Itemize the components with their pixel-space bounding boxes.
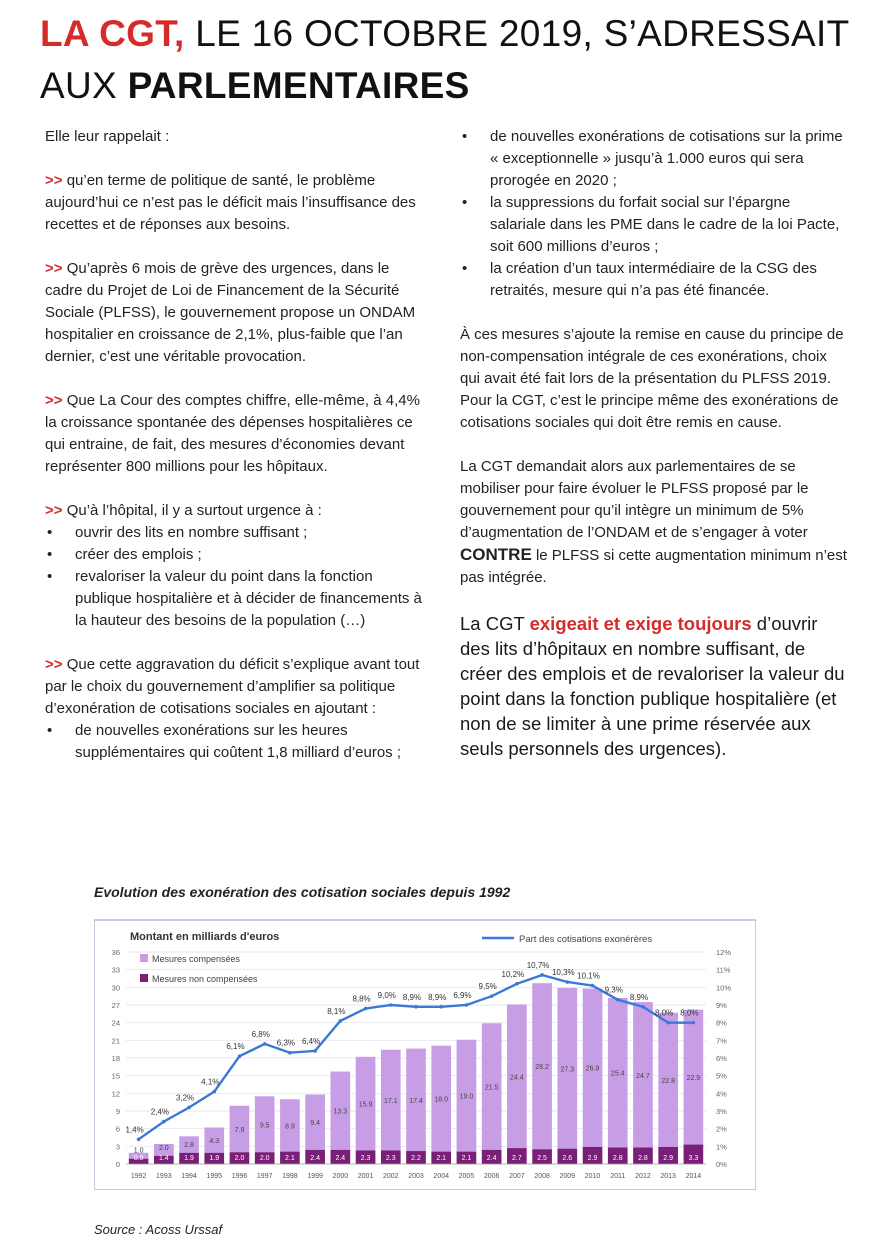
chart-title: Montant en milliards d'euros: [130, 931, 280, 943]
legend-label-compensees: Mesures compensées: [152, 954, 241, 964]
bar-label-non-compensees: 0.9: [133, 1155, 144, 1162]
bar-label-compensees: 18.0: [434, 1096, 449, 1104]
bar-label-compensees: 25.4: [610, 1070, 625, 1078]
left-tick-label: 18: [111, 1054, 120, 1063]
bar-label-non-compensees: 2.4: [486, 1155, 497, 1162]
line-data-label: 6,1%: [226, 1042, 245, 1052]
paragraph-deficit: >> qu’en terme de politique de santé, le problème aujourd’hui ce n’est pas le déficit mais l’insuffisance des recettes et de réponses aux besoins.: [45, 172, 416, 233]
bar-label-non-compensees: 1.9: [184, 1155, 194, 1162]
line-data-label: 9,3%: [604, 985, 623, 995]
line-point: [641, 1005, 645, 1009]
right-tick-label: 1%: [716, 1142, 727, 1152]
line-point: [515, 982, 519, 986]
line-point: [339, 1019, 343, 1023]
line-point: [389, 1003, 393, 1007]
arrow-marker: >>: [45, 656, 63, 673]
line-data-label: 2,4%: [150, 1107, 169, 1117]
left-tick-label: 3: [115, 1142, 120, 1152]
bar-label-compensees: 22.8: [661, 1077, 675, 1085]
bar-label-non-compensees: 2.1: [285, 1155, 295, 1162]
line-point: [591, 984, 595, 988]
bar-label-non-compensees: 2.8: [638, 1155, 648, 1162]
x-tick-label: 1999: [307, 1173, 323, 1180]
bar-label-compensees: 15.9: [358, 1101, 373, 1109]
highlight-paragraph: La CGT exigeait et exige toujours d’ouvrir des lits d’hôpitaux en nombre suffisant, de créer des emplois et de revaloriser la valeur du point dans la fonction publique hospitalière (et non de se limiter à une prime réservée aux seuls personnels des urgences).: [460, 613, 845, 759]
list-item: • la création d’un taux intermédiaire de la CSG des retraités, mesure qui n’a pas été financée.: [460, 258, 850, 302]
line-point: [465, 1003, 469, 1007]
chart-container: [94, 914, 756, 1190]
x-tick-label: 2003: [408, 1173, 424, 1180]
bar-label-non-compensees: 2.1: [436, 1155, 447, 1162]
page-title: [40, 8, 880, 112]
x-tick-label: 2009: [559, 1173, 576, 1180]
paragraph-urgence: >> Qu’à l’hôpital, il y a surtout urgence à :: [45, 502, 322, 519]
bar-label-non-compensees: 1.9: [209, 1155, 220, 1162]
x-tick-label: 1992: [130, 1173, 147, 1180]
line-data-label: 3,2%: [175, 1093, 195, 1103]
bar-label-non-compensees: 2.4: [310, 1155, 320, 1162]
list-item: • de nouvelles exonérations de cotisations sur la prime « exceptionnelle » jusqu’à 1.000 euros qui sera prorogée en 2020 ;: [460, 126, 850, 192]
line-point: [666, 1021, 670, 1025]
x-tick-label: 2006: [483, 1173, 500, 1180]
right-tick-label: 10%: [716, 983, 732, 993]
line-data-label: 8,9%: [428, 992, 447, 1002]
line-data-label: 10,1%: [577, 971, 600, 981]
bar-label-compensees: 28.2: [535, 1064, 549, 1072]
title-middle: LE 16 OCTOBRE 2019, S’ADRESSAIT AUX: [40, 13, 849, 106]
x-tick-label: 2002: [382, 1173, 399, 1180]
line-point: [137, 1137, 141, 1141]
line-point: [212, 1090, 216, 1094]
left-tick-label: 24: [111, 1018, 120, 1028]
bar-label-non-compensees: 2.0: [234, 1155, 245, 1162]
x-tick-label: 2011: [610, 1173, 626, 1180]
line-data-label: 4,1%: [201, 1077, 220, 1087]
line-data-label: 8,1%: [327, 1006, 346, 1016]
right-column: [460, 126, 850, 783]
line-data-label: 6,3%: [276, 1038, 296, 1048]
line-point: [313, 1049, 317, 1053]
line-data-label: 10,7%: [526, 960, 550, 970]
line-point: [439, 1005, 443, 1009]
left-tick-label: 36: [111, 948, 120, 957]
left-tick-label: 0: [115, 1160, 120, 1169]
bar-label-non-compensees: 1.4: [158, 1155, 169, 1162]
line-point: [540, 973, 544, 977]
bar-label-non-compensees: 2.9: [663, 1155, 674, 1162]
left-tick-label: 15: [111, 1071, 120, 1081]
bar-label-compensees: 2.8: [184, 1141, 194, 1149]
line-data-label: 10,3%: [551, 968, 575, 978]
left-tick-label: 12: [111, 1089, 120, 1099]
line-point: [162, 1120, 166, 1124]
bar-label-compensees: 2.0: [158, 1144, 169, 1152]
line-point: [490, 994, 494, 998]
line-data-label: 8,0%: [680, 1008, 699, 1018]
line-data-label: 1,4%: [125, 1125, 144, 1135]
bar-label-compensees: 21.5: [484, 1084, 499, 1092]
x-tick-label: 1993: [156, 1173, 172, 1180]
x-tick-label: 1994: [181, 1173, 197, 1180]
bar-label-compensees: 24.7: [636, 1072, 650, 1080]
bar-label-compensees: 13.3: [333, 1108, 348, 1116]
bar-label-non-compensees: 2.8: [612, 1155, 623, 1162]
x-tick-label: 2005: [458, 1173, 475, 1180]
line-data-label: 6,8%: [251, 1029, 270, 1039]
line-point: [616, 998, 620, 1002]
line-data-label: 6,4%: [302, 1036, 321, 1046]
bar-label-compensees: 1.0: [133, 1147, 144, 1155]
right-tick-label: 12%: [716, 948, 732, 957]
line-data-label: 8,0%: [655, 1008, 674, 1018]
bar-label-non-compensees: 2.6: [562, 1155, 573, 1162]
arrow-marker: >>: [45, 172, 63, 189]
exonerations-chart: [94, 914, 756, 1190]
right-tick-label: 9%: [716, 1001, 727, 1010]
right-tick-label: 3%: [716, 1107, 727, 1116]
bar-label-compensees: 22.9: [686, 1075, 701, 1083]
left-column: [45, 126, 430, 764]
line-data-label: 9,0%: [377, 991, 396, 1000]
x-tick-label: 2008: [534, 1173, 550, 1180]
list-item: • revaloriser la valeur du point dans la fonction publique hospitalière et à décider de financements à la hauteur des besoins de la population (…): [45, 566, 430, 632]
line-point: [187, 1106, 191, 1110]
list-item: • de nouvelles exonérations sur les heures supplémentaires qui coûtent 1,8 milliard d’euros ;: [45, 720, 430, 764]
bar-label-compensees: 9.4: [310, 1120, 320, 1128]
bar-label-non-compensees: 2.4: [335, 1155, 346, 1162]
x-tick-label: 1996: [231, 1173, 248, 1180]
legend-swatch-non-compensees: [140, 974, 148, 982]
line-data-label: 6,9%: [453, 991, 472, 1000]
source-note: Source : Acoss Urssaf: [94, 1222, 223, 1237]
paragraph-cour-des-comptes: >> Que La Cour des comptes chiffre, elle-même, à 4,4% la croissance spontanée des dépenses hospitalières ce qui entraine, de fait, des mesures d’économies devant représenter 800 millions pour les hôpitaux.: [45, 392, 420, 475]
left-tick-label: 21: [111, 1036, 120, 1046]
line-data-label: 8,8%: [352, 994, 371, 1004]
bar-label-non-compensees: 2.9: [587, 1155, 598, 1162]
x-tick-label: 1998: [282, 1173, 298, 1180]
left-tick-label: 6: [115, 1124, 120, 1134]
title-cgt: LA CGT,: [40, 13, 185, 54]
x-tick-label: 2004: [433, 1173, 450, 1180]
paragraph-aggravation: >> Que cette aggravation du déficit s’explique avant tout par le choix du gouvernement d’amplifier sa politique d’exonération de cotisations sociales en ajoutant :: [45, 656, 420, 717]
line-point: [238, 1054, 242, 1058]
chart-caption: Evolution des exonération des cotisation sociales depuis 1992: [94, 884, 511, 900]
x-tick-label: 2001: [357, 1173, 374, 1180]
bar-label-compensees: 8.9: [285, 1123, 295, 1131]
bar-label-non-compensees: 2.3: [360, 1155, 371, 1162]
bar-label-non-compensees: 2.2: [411, 1155, 421, 1162]
legend-swatch-compensees: [140, 954, 148, 962]
line-point: [414, 1005, 418, 1009]
highlight-red: exigeait et exige toujours: [529, 613, 752, 634]
right-tick-label: 8%: [716, 1018, 727, 1028]
x-tick-label: 2007: [509, 1173, 525, 1180]
right-tick-label: 4%: [716, 1089, 727, 1099]
bar-label-non-compensees: 2.1: [461, 1155, 472, 1162]
line-point: [692, 1021, 696, 1025]
x-tick-label: 2014: [685, 1173, 702, 1180]
list-item: • la suppressions du forfait social sur l’épargne salariale dans les PME dans le cadre de la loi Pacte, soit 600 millions d’euros ;: [460, 192, 850, 258]
x-tick-label: 2012: [635, 1173, 651, 1180]
right-tick-label: 5%: [716, 1071, 727, 1081]
right-tick-label: 0%: [716, 1160, 727, 1169]
title-parlementaires: PARLEMENTAIRES: [127, 65, 470, 106]
arrow-marker: >>: [45, 502, 63, 519]
x-tick-label: 2013: [660, 1173, 676, 1180]
bar-label-non-compensees: 2.5: [537, 1155, 547, 1162]
paragraph-demande: La CGT demandait alors aux parlementaires de se mobiliser pour faire évoluer le PLFSS proposé par le gouvernement pour qu’il intègre un minimum de 5% d’augmentation de l’ONDAM et de s’engager à voter CONTRE le PLFSS si cette augmentation minimum n’est pas intégrée.: [460, 458, 847, 586]
bar-label-compensees: 26.9: [585, 1065, 600, 1073]
line-data-label: 9,5%: [478, 982, 497, 992]
bar-label-compensees: 27.3: [560, 1066, 575, 1074]
bar-label-non-compensees: 2.7: [512, 1155, 522, 1162]
paragraph-greve: >> Qu’après 6 mois de grève des urgences, dans le cadre du Projet de Loi de Financement de la Sécurité Sociale (PLFSS), le gouvernement propose un ONDAM hospitalier en croissance de 2,1%, plus-faible que l’an dernier, c’est une véritable provocation.: [45, 260, 416, 365]
x-tick-label: 1997: [256, 1173, 273, 1180]
right-tick-label: 11%: [716, 965, 731, 975]
left-tick-label: 27: [111, 1001, 120, 1010]
bar-label-compensees: 7.9: [234, 1126, 245, 1134]
contre-word: CONTRE: [460, 545, 532, 564]
line-point: [263, 1042, 267, 1046]
bar-label-compensees: 9.5: [259, 1122, 270, 1130]
intro-text: Elle leur rappelait :: [45, 128, 170, 145]
x-tick-label: 2010: [584, 1173, 601, 1180]
line-point: [364, 1007, 368, 1011]
line-data-label: 8,9%: [629, 992, 649, 1002]
left-tick-label: 30: [111, 983, 120, 993]
line-data-label: 10,2%: [501, 969, 525, 979]
right-tick-label: 7%: [716, 1036, 727, 1046]
bar-label-compensees: 17.1: [383, 1098, 398, 1106]
bar-label-compensees: 19.0: [459, 1093, 474, 1101]
bar-label-compensees: 4.3: [209, 1138, 220, 1146]
right-tick-label: 6%: [716, 1054, 727, 1063]
line-point: [566, 980, 570, 984]
left-tick-label: 9: [115, 1107, 120, 1116]
legend-line-label: Part des cotisations exonérères: [519, 934, 653, 945]
arrow-marker: >>: [45, 392, 63, 409]
legend-label-non-compensees: Mesures non compensées: [152, 974, 258, 984]
bar-label-non-compensees: 2.3: [385, 1155, 396, 1162]
line-data-label: 8,9%: [402, 992, 422, 1002]
line-point: [288, 1051, 292, 1055]
x-tick-label: 2000: [332, 1173, 349, 1180]
arrow-marker: >>: [45, 260, 63, 277]
list-item: • créer des emplois ;: [45, 544, 430, 566]
bar-label-non-compensees: 3.3: [688, 1155, 699, 1162]
list-item: • ouvrir des lits en nombre suffisant ;: [45, 522, 430, 544]
bar-label-compensees: 17.4: [409, 1097, 423, 1105]
bar-label-non-compensees: 2.0: [259, 1155, 270, 1162]
bar-label-compensees: 24.4: [510, 1074, 524, 1082]
right-tick-label: 2%: [716, 1124, 727, 1134]
x-tick-label: 1995: [206, 1173, 223, 1180]
left-tick-label: 33: [111, 965, 120, 975]
paragraph-non-compensation: À ces mesures s’ajoute la remise en cause du principe de non-compensation intégrale de ces exonérations, choix qui avait été fait lors de la présentation du PLFSS 2019. Pour la CGT, c’est le principe même des exonérations de cotisations sociales qui doit être remis en cause.: [460, 326, 844, 431]
